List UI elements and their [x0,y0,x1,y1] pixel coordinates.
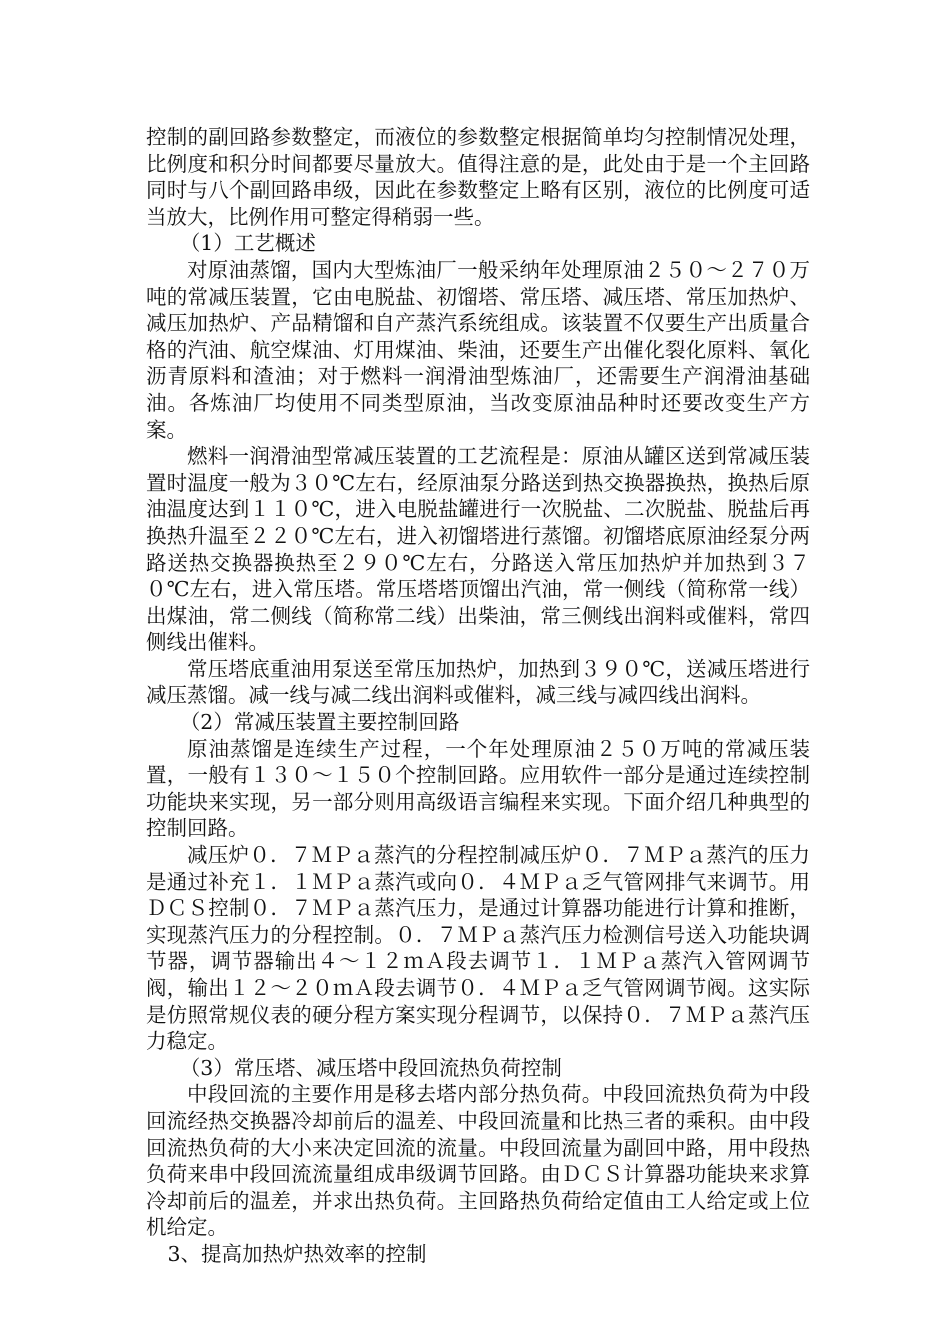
paragraph-bottom-oil: 常压塔底重油用泵送至常压加热炉，加热到３９０℃，送减压塔进行减压蒸馏。减一线与减二线出润料或催料，减三线与减四线出润料。 [146,656,810,708]
section-heading-heat-load-control: （3）常压塔、减压塔中段回流热负荷控制 [179,1055,562,1080]
document-page [146,124,810,1268]
section-heading-process-overview: （1）工艺概述 [179,231,316,256]
section-heading-control-loops: （2）常减压装置主要控制回路 [179,710,460,735]
paragraph-crude-distillation: 对原油蒸馏，国内大型炼油厂一般采纳年处理原油２５０～２７０万吨的常减压装置，它由电脱盐、初馏塔、常压塔、减压塔、常压加热炉、减压加热炉、产品精馏和自产蒸汽系统组成。该装置不仅要生产出质量合格的汽油、航空煤油、灯用煤油、柴油，还要生产出催化裂化原料、氧化沥青原料和渣油；对于燃料一润滑油型炼油厂，还需要生产润滑油基础油。各炼油厂均使用不同类型原油，当改变原油品种时还要改变生产方案。 [146,257,810,442]
paragraph-heat-load: 中段回流的主要作用是移去塔内部分热负荷。中段回流热负荷为中段回流经热交换器冷却前后的温差、中段回流量和比热三者的乘积。由中段回流热负荷的大小来决定回流的流量。中段回流量为副回中路，用中段热负荷来串中段回流流量组成串级调节回路。由ＤＣＳ计算器功能块来求算冷却前后的温差，并求出热负荷。主回路热负荷给定值由工人给定或上位机给定。 [146,1082,810,1240]
paragraph-intro: 控制的副回路参数整定，而液位的参数整定根据简单均匀控制情况处理，比例度和积分时间都要尽量放大。值得注意的是，此处由于是一个主回路同时与八个副回路串级，因此在参数整定上略有区别，液位的比例度可适当放大，比例作用可整定得稍弱一些。 [146,125,810,229]
section-heading-furnace-efficiency: 3、提高加热炉热效率的控制 [167,1241,427,1266]
paragraph-process-flow: 燃料一润滑油型常减压装置的工艺流程是：原油从罐区送到常减压装置时温度一般为３０℃左右，经原油泵分路送到热交换器换热，换热后原油温度达到１１０℃，进入电脱盐罐进行一次脱盐、二次脱盐、脱盐后再换热升温至２２０℃左右，进入初馏塔进行蒸馏。初馏塔底原油经泵分两路送热交换器换热至２９０℃左右，分路送入常压加热炉并加热到３７０℃左右，进入常压塔。常压塔塔顶馏出汽油，常一侧线（简称常一线）出煤油，常二侧线（简称常二线）出柴油，常三侧线出润料或催料，常四侧线出催料。 [146,444,810,655]
paragraph-control-loops: 原油蒸馏是连续生产过程，一个年处理原油２５０万吨的常减压装置，一般有１３０～１５０个控制回路。应用软件一部分是通过连续控制功能块来实现，另一部分则用高级语言编程来实现。下面介绍几种典型的控制回路。 [146,736,810,841]
paragraph-split-range-control: 减压炉０．７ＭＰａ蒸汽的分程控制减压炉０．７ＭＰａ蒸汽的压力是通过补充１．１ＭＰａ蒸汽或向０．４ＭＰａ乏气管网排气来调节。用ＤＣＳ控制０．７ＭＰａ蒸汽压力，是通过计算器功能进行计算和推断，实现蒸汽压力的分程控制。０．７ＭＰａ蒸汽压力检测信号送入功能块调节器，调节器输出４～１２ｍＡ段去调节１．１ＭＰａ蒸汽入管网调节阀，输出１２～２０ｍＡ段去调节０．４ＭＰａ乏气管网调节阀。这实际是仿照常规仪表的硬分程方案实现分程调节，以保持０．７ＭＰａ蒸汽压力稳定。 [146,843,810,1054]
